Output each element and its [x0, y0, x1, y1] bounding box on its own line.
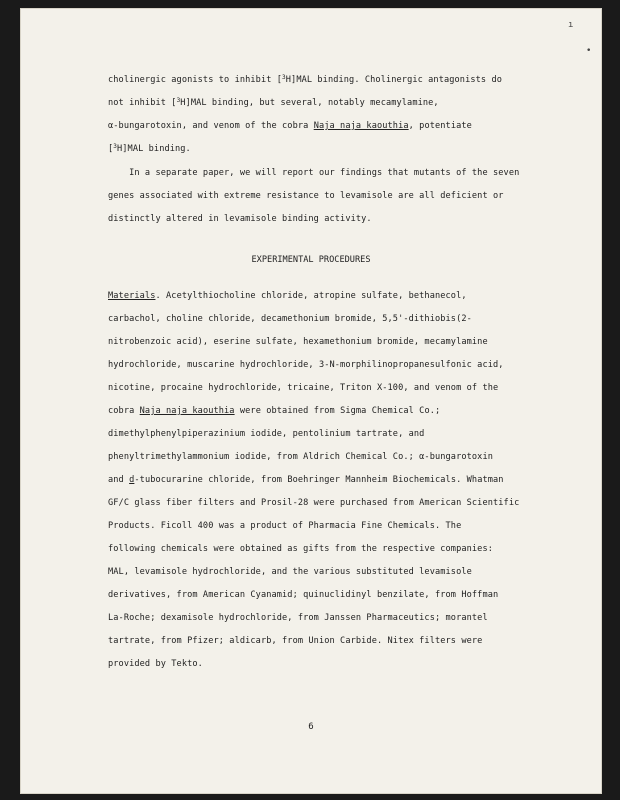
para2-line1: In a separate paper, we will report our findings that mutants of the seven [108, 168, 520, 178]
materials-line9: and d-tubocurarine chloride, from Boehringer Mannheim Biochemicals. Whatman [108, 475, 504, 485]
materials-line2: carbachol, choline chloride, decamethonium bromide, 5,5'-dithiobis(2- [108, 314, 472, 324]
materials-line5: nicotine, procaine hydrochloride, tricaine, Triton X-100, and venom of the [108, 383, 499, 393]
materials-line11: Products. Ficoll 400 was a product of Pharmacia Fine Chemicals. The [108, 521, 462, 531]
materials-line10: GF/C glass fiber filters and Prosil-28 were purchased from American Scientific [108, 498, 520, 508]
corner-dot: • [586, 46, 592, 56]
para1-line4: [$^3$H]MAL binding. [108, 143, 191, 154]
materials-line12: following chemicals were obtained as gifts from the respective companies: [108, 544, 493, 554]
materials-line3: nitrobenzoic acid), eserine sulfate, hexamethonium bromide, mecamylamine [108, 337, 488, 347]
materials-line13: MAL, levamisole hydrochloride, and the various substituted levamisole [108, 567, 472, 577]
para1-line2: not inhibit [$^3$H]MAL binding, but several, notably mecamylamine, [108, 97, 439, 108]
materials-label: Materials [108, 291, 156, 301]
materials-line1: Materials. Acetylthiocholine chloride, atropine sulfate, bethanecol, [108, 291, 467, 301]
materials-line17: provided by Tekto. [108, 659, 203, 669]
materials-line6: cobra Naja naja kaouthia were obtained from Sigma Chemical Co.; [108, 406, 441, 416]
corner-mark: ı [568, 20, 574, 30]
para1-line1: cholinergic agonists to inhibit [$^3$H]MAL binding. Cholinergic antagonists do [108, 74, 502, 85]
species-name: Naja naja kaouthia [139, 406, 235, 416]
materials-line14: derivatives, from American Cyanamid; quinuclidinyl benzilate, from Hoffman [108, 590, 499, 600]
materials-line16: tartrate, from Pfizer; aldicarb, from Union Carbide. Nitex filters were [108, 636, 483, 646]
para1-line3: α-bungarotoxin, and venom of the cobra Naja naja kaouthia, potentiate [108, 121, 472, 131]
para2-line3: distinctly altered in levamisole binding activity. [108, 214, 372, 224]
page-number: 6 [308, 722, 314, 732]
section-heading: EXPERIMENTAL PROCEDURES [251, 255, 371, 265]
materials-line7: dimethylphenylpiperazinium iodide, pentolinium tartrate, and [108, 429, 425, 439]
materials-line15: La-Roche; dexamisole hydrochloride, from Janssen Pharmaceutics; morantel [108, 613, 488, 623]
materials-line4: hydrochloride, muscarine hydrochloride, 3-N-morphilinopropanesulfonic acid, [108, 360, 504, 370]
species-name: Naja naja kaouthia [313, 121, 409, 131]
materials-line8: phenyltrimethylammonium iodide, from Aldrich Chemical Co.; α-bungarotoxin [108, 452, 493, 462]
document-page [20, 8, 602, 794]
para2-line2: genes associated with extreme resistance to levamisole are all deficient or [108, 191, 504, 201]
